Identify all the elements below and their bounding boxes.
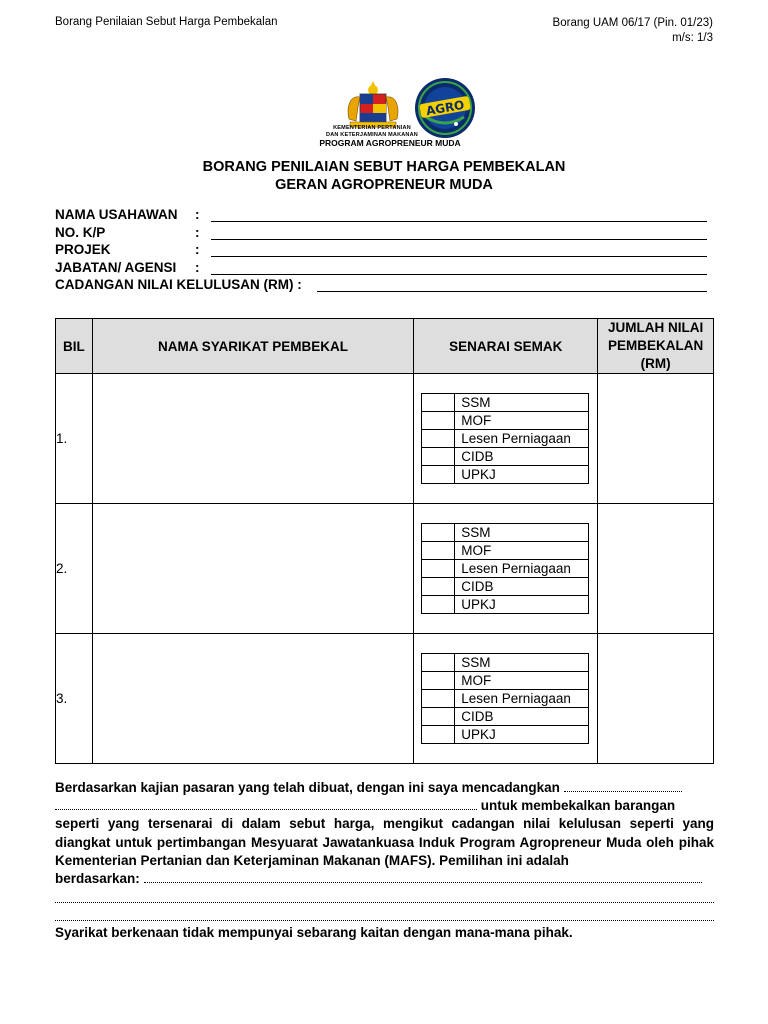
recommendation-text-4: berdasarkan:: [55, 871, 140, 887]
checkbox-ssm[interactable]: [422, 654, 455, 672]
ministry-name: KEMENTERIAN PERTANIAN DAN KETERJAMINAN MAKANAN: [326, 125, 418, 138]
projek-input-line[interactable]: [211, 256, 707, 257]
recommendation-paragraph: [55, 779, 714, 942]
title-line-2: GERAN AGROPRENEUR MUDA: [275, 177, 493, 193]
table-row: [56, 504, 714, 634]
table-row: [56, 634, 714, 764]
justification-line-3[interactable]: [55, 906, 714, 921]
amount-cell[interactable]: [598, 374, 714, 504]
nama-usahawan-input-line[interactable]: [211, 221, 707, 222]
form-code-block: [553, 16, 713, 46]
field-jabatan: JABATAN/ AGENSI :: [55, 260, 707, 278]
svg-text:AGRO: AGRO: [424, 97, 466, 119]
recommendation-text-2: untuk membekalkan barangan: [480, 798, 676, 814]
checkbox-lesen[interactable]: [422, 690, 455, 708]
checkbox-upkj[interactable]: [422, 466, 455, 484]
document-title: [0, 158, 768, 194]
row-number: 2.: [56, 504, 93, 634]
amount-cell[interactable]: [598, 634, 714, 764]
checkbox-lesen[interactable]: [422, 430, 455, 448]
checkbox-mof[interactable]: [422, 672, 455, 690]
row-number: 3.: [56, 634, 93, 764]
form-code: Borang UAM 06/17 (Pin. 01/23): [552, 17, 713, 29]
field-no-kp: NO. K/P :: [55, 225, 707, 243]
amount-cell[interactable]: [598, 504, 714, 634]
justification-line-2[interactable]: [55, 888, 714, 903]
checklist: SSM MOF Lesen Perniagaan CIDB UPKJ: [421, 653, 589, 744]
col-bil: BIL: [56, 319, 93, 374]
justification-line-1[interactable]: [144, 870, 702, 883]
supplier-name-cell[interactable]: [92, 634, 413, 764]
no-kp-input-line[interactable]: [211, 239, 707, 240]
checkbox-lesen[interactable]: [422, 560, 455, 578]
checklist-cell: [414, 374, 598, 504]
field-projek: PROJEK :: [55, 242, 707, 260]
col-jumlah-nilai: JUMLAH NILAI PEMBEKALAN (RM): [598, 319, 714, 374]
supplier-name-cell[interactable]: [92, 374, 413, 504]
col-senarai-semak: SENARAI SEMAK: [414, 319, 598, 374]
checklist: SSM MOF Lesen Perniagaan CIDB UPKJ: [421, 393, 589, 484]
recommended-supplier-line-2[interactable]: [55, 797, 477, 810]
declaration-text: Syarikat berkenaan tidak mempunyai sebarang kaitan dengan mana-mana pihak.: [55, 925, 573, 941]
cadangan-input-line[interactable]: [317, 291, 707, 292]
field-cadangan: CADANGAN NILAI KELULUSAN (RM) :: [55, 277, 707, 295]
checklist-cell: [414, 634, 598, 764]
checkbox-cidb[interactable]: [422, 578, 455, 596]
agropreneur-logo-icon: [412, 77, 478, 139]
field-nama-usahawan: NAMA USAHAWAN :: [55, 207, 707, 225]
applicant-fields: [55, 207, 707, 295]
checklist-cell: [414, 504, 598, 634]
program-name: PROGRAM AGROPRENEUR MUDA: [319, 138, 461, 148]
col-nama-syarikat: NAMA SYARIKAT PEMBEKAL: [92, 319, 413, 374]
checkbox-ssm[interactable]: [422, 524, 455, 542]
checklist: SSM MOF Lesen Perniagaan CIDB UPKJ: [421, 523, 589, 614]
table-header-row: [56, 319, 714, 374]
jabatan-input-line[interactable]: [211, 274, 707, 275]
form-title: Borang Penilaian Sebut Harga Pembekalan: [55, 16, 278, 28]
recommendation-text-3: seperti yang tersenarai di dalam sebut harga, mengikut cadangan nilai kelulusan seperti yang diangkat untuk pertimbangan Mesyuarat Jawatankuasa Induk Program Agropreneur Muda oleh pihak Kementerian Pertanian dan Keterjaminan Makanan (MAFS). Pemilihan ini adalah: [55, 816, 714, 868]
checkbox-cidb[interactable]: [422, 448, 455, 466]
checkbox-upkj[interactable]: [422, 726, 455, 744]
checkbox-mof[interactable]: [422, 412, 455, 430]
checkbox-cidb[interactable]: [422, 708, 455, 726]
logo-area: [0, 77, 768, 157]
checkbox-ssm[interactable]: [422, 394, 455, 412]
recommendation-text-1: Berdasarkan kajian pasaran yang telah dibuat, dengan ini saya mencadangkan: [55, 780, 560, 795]
supplier-name-cell[interactable]: [92, 504, 413, 634]
title-line-1: BORANG PENILAIAN SEBUT HARGA PEMBEKALAN: [202, 159, 566, 175]
recommended-supplier-line[interactable]: [564, 779, 682, 792]
table-row: [56, 374, 714, 504]
supplier-table: [55, 318, 714, 764]
checkbox-upkj[interactable]: [422, 596, 455, 614]
checkbox-mof[interactable]: [422, 542, 455, 560]
page-number: m/s: 1/3: [672, 32, 713, 44]
row-number: 1.: [56, 374, 93, 504]
